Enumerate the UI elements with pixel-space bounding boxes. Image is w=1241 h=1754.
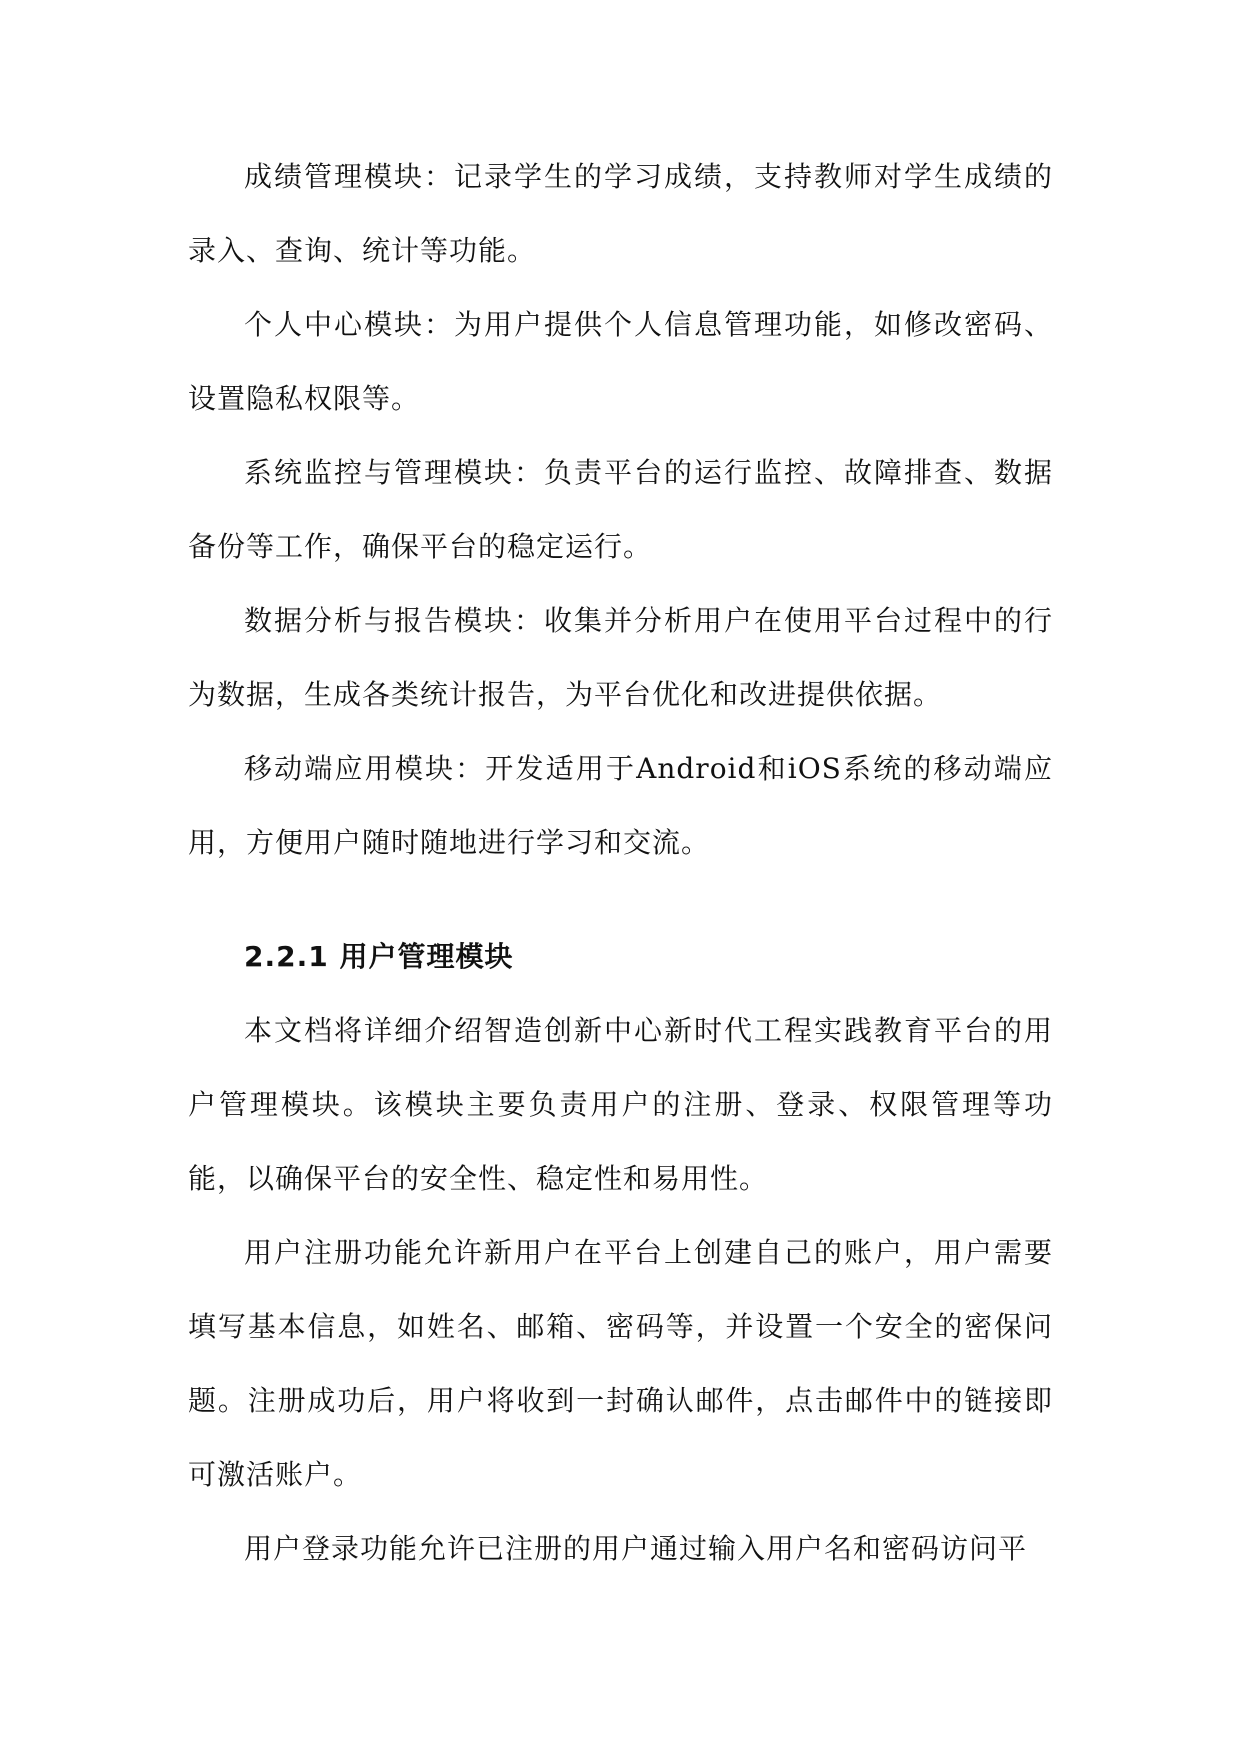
paragraph-mobile-app: 移动端应用模块：开发适用于Android和iOS系统的移动端应用，方便用户随时随地进行学习和交流。 — [188, 752, 1053, 859]
paragraph-user-login: 用户登录功能允许已注册的用户通过输入用户名和密码访问平 — [244, 1532, 1028, 1565]
paragraph-data-analysis: 数据分析与报告模块：收集并分析用户在使用平台过程中的行为数据，生成各类统计报告，为平台优化和改进提供依据。 — [188, 604, 1053, 711]
paragraph-system-monitoring: 系统监控与管理模块：负责平台的运行监控、故障排查、数据备份等工作，确保平台的稳定运行。 — [188, 456, 1053, 563]
paragraph-grade-management: 成绩管理模块：记录学生的学习成绩，支持教师对学生成绩的录入、查询、统计等功能。 — [188, 160, 1053, 267]
section-heading-user-management: 2.2.1 用户管理模块 — [244, 940, 514, 973]
paragraph-user-registration: 用户注册功能允许新用户在平台上创建自己的账户，用户需要填写基本信息，如姓名、邮箱、密码等，并设置一个安全的密保问题。注册成功后，用户将收到一封确认邮件，点击邮件中的链接即可激活账户。 — [188, 1236, 1053, 1491]
paragraph-personal-center: 个人中心模块：为用户提供个人信息管理功能，如修改密码、设置隐私权限等。 — [188, 308, 1053, 415]
document-body — [188, 140, 1053, 1586]
paragraph-user-management-intro: 本文档将详细介绍智造创新中心新时代工程实践教育平台的用户管理模块。该模块主要负责用户的注册、登录、权限管理等功能，以确保平台的安全性、稳定性和易用性。 — [188, 1014, 1053, 1195]
